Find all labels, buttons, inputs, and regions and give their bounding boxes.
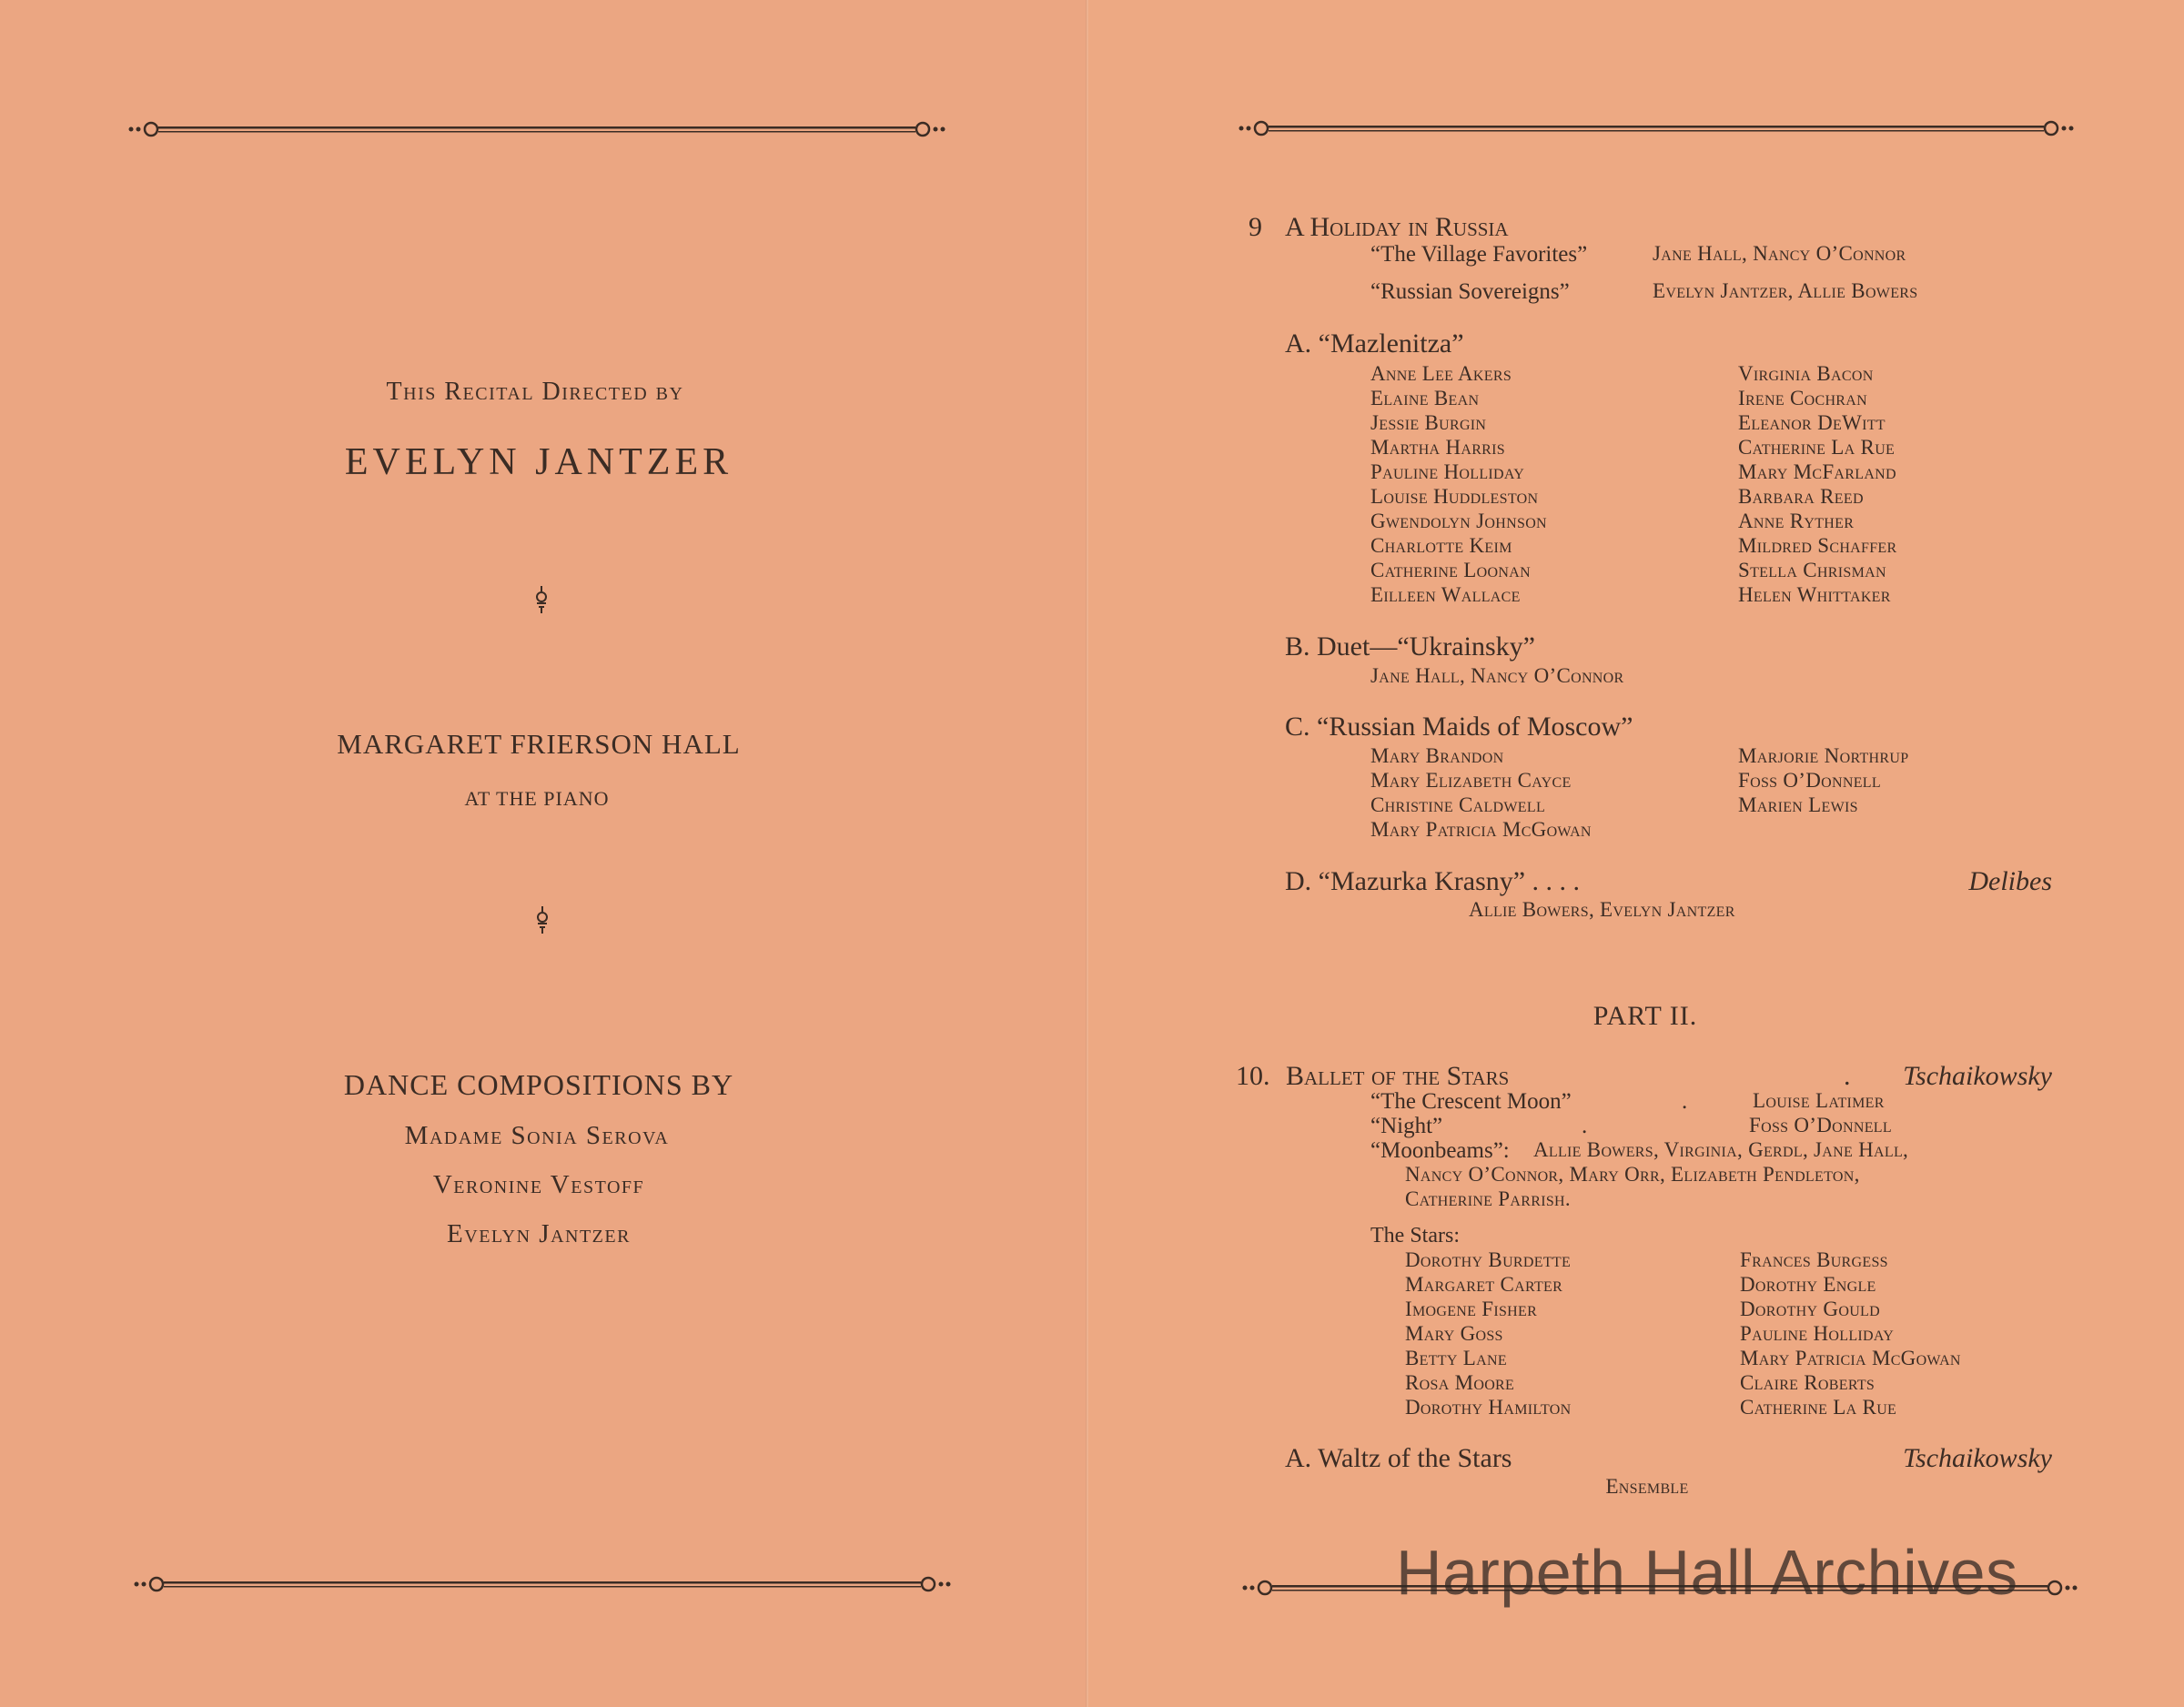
right-page [1088,0,2184,1707]
top-ornamental-rule [127,120,946,138]
cast-name: Irene Cochran [1738,387,1867,409]
cast-name: Marien Lewis [1738,793,1858,816]
cast-name: Jessie Burgin [1370,411,1487,434]
cast-name: Marjorie Northrup [1738,744,1909,767]
section-title: C. “Russian Maids of Moscow” [1285,712,1633,742]
composer-name: Madame Sonia Serova [404,1121,670,1150]
cast-name: Catherine La Rue [1738,436,1896,459]
director-name: EVELYN JANTZER [344,441,733,483]
cast-name: Claire Roberts [1740,1371,1876,1394]
cast-name: Frances Burgess [1740,1248,1888,1271]
sub-title: “Moonbeams”: [1370,1138,1510,1163]
composer: Tschaikowsky [1903,1061,2052,1091]
ornament-icon [532,584,551,615]
sub-title: “The Village Favorites” [1370,242,1588,267]
sub-title: “Night” [1370,1114,1443,1138]
cast: Allie Bowers, Evelyn Jantzer [1469,898,1735,921]
cast-name: Dorothy Gould [1740,1298,1880,1320]
cast-column [1405,1247,1571,1419]
cast-name: Pauline Holliday [1370,460,1525,483]
cast-name: Mary Patricia McGowan [1740,1347,1961,1369]
recital-directed-label: This Recital Directed by [386,378,684,406]
cast-name: Catherine Loonan [1370,559,1531,581]
cast-name: Dorothy Engle [1740,1273,1876,1296]
cast-name: Elaine Bean [1370,387,1480,409]
cast-column [1738,743,1908,817]
cast: Nancy O’Connor, Mary Orr, Elizabeth Pendleton, [1405,1163,1860,1186]
archive-watermark: Harpeth Hall Archives [1396,1537,2018,1608]
item-number: 10. [1236,1061,1270,1091]
cast-name: Helen Whittaker [1738,583,1891,606]
cast-name: Mary McFarland [1738,460,1896,483]
cast-name: Betty Lane [1405,1347,1507,1369]
cast-column [1370,743,1592,842]
cast-name: Martha Harris [1370,436,1505,459]
cast-name: Christine Caldwell [1370,793,1546,816]
cast: Ensemble [1605,1475,1689,1498]
composer-name: Evelyn Jantzer [447,1219,631,1248]
section-title: B. Duet—“Ukrainsky” [1285,631,1535,662]
cast-name: Mary Patricia McGowan [1370,818,1592,841]
leader-dot: . [1582,1114,1588,1138]
stars-label: The Stars: [1370,1224,1460,1247]
compositions-label: DANCE COMPOSITIONS BY [343,1068,734,1101]
cast-name: Catherine La Rue [1740,1396,1897,1419]
item-number: 9 [1249,212,1262,242]
cast-name: Imogene Fisher [1405,1298,1538,1320]
ornament-icon [533,904,551,935]
cast-name: Dorothy Burdette [1405,1248,1572,1271]
cast-name: Mary Elizabeth Cayce [1370,769,1572,792]
leader-dot: . [1682,1089,1688,1114]
item-title: A Holiday in Russia [1285,212,1509,242]
top-ornamental-rule [1238,119,2075,137]
cast-name: Stella Chrisman [1738,559,1886,581]
cast-name: Mildred Schaffer [1738,534,1897,557]
cast-name: Dorothy Hamilton [1405,1396,1572,1419]
cast-name: Margaret Carter [1405,1273,1563,1296]
pianist-name: MARGARET FRIERSON HALL [337,728,741,760]
cast: Allie Bowers, Virginia, Gerdl, Jane Hall, [1533,1138,1909,1161]
pianist-role: AT THE PIANO [464,787,610,810]
cast-column [1740,1247,1961,1419]
section-title: D. “Mazurka Krasny” . . . . [1285,866,1581,896]
sub-title: “Russian Sovereigns” [1370,279,1570,304]
cast-name: Foss O’Donnell [1738,769,1881,792]
item-title: Ballet of the Stars [1286,1061,1510,1091]
section-title: A. “Mazlenitza” [1285,328,1464,359]
cast-name: Mary Goss [1405,1322,1503,1345]
cast-name: Louise Huddleston [1370,485,1539,508]
composer: Delibes [1968,866,2052,896]
cast: Foss O’Donnell [1749,1114,1892,1136]
cast: Catherine Parrish. [1405,1187,1571,1210]
cast-name: Pauline Holliday [1740,1322,1895,1345]
cast: Evelyn Jantzer, Allie Bowers [1653,279,1918,302]
sub-title: “The Crescent Moon” [1370,1089,1572,1114]
cast-name: Eilleen Wallace [1370,583,1521,606]
composer: Tschaikowsky [1903,1443,2052,1473]
part-heading: PART II. [1592,1001,1698,1031]
cast-name: Barbara Reed [1738,485,1864,508]
cast-column [1370,361,1547,607]
cast-name: Anne Ryther [1738,510,1855,532]
cast-name: Gwendolyn Johnson [1370,510,1547,532]
cast: Jane Hall, Nancy O’Connor [1370,664,1624,687]
cast-name: Mary Brandon [1370,744,1504,767]
cast-column [1738,361,1896,607]
cast-name: Rosa Moore [1405,1371,1515,1394]
composer-name: Veronine Vestoff [432,1170,645,1199]
section-title: A. Waltz of the Stars [1285,1443,1512,1473]
left-page [0,0,1088,1707]
cast: Jane Hall, Nancy O’Connor [1653,242,1906,265]
leader-dot: . [1844,1061,1851,1091]
cast-name: Anne Lee Akers [1370,362,1512,385]
cast: Louise Latimer [1753,1089,1885,1112]
cast-name: Virginia Bacon [1738,362,1874,385]
cast-name: Eleanor DeWitt [1738,411,1886,434]
cast-name: Charlotte Keim [1370,534,1512,557]
bottom-ornamental-rule [133,1575,952,1593]
